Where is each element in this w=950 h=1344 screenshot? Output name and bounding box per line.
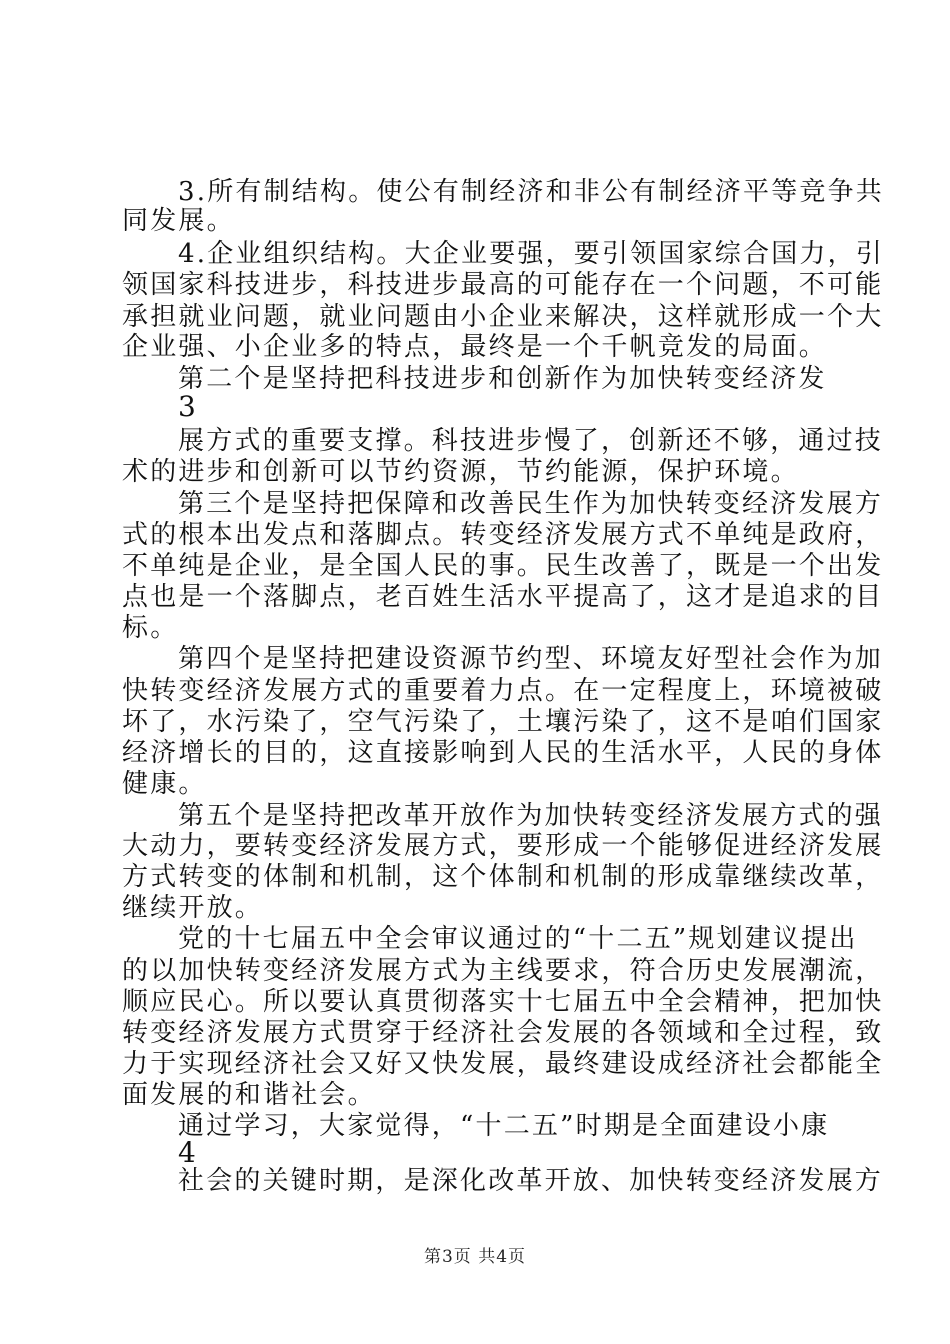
text-line: 的以加快转变经济发展方式为主线要求，符合历史发展潮流， (122, 956, 884, 986)
text-line: 转变经济发展方式贯穿于经济社会发展的各领域和全过程，致 (122, 1018, 884, 1048)
text-line: 第二个是坚持把科技进步和创新作为加快转变经济发 (178, 364, 827, 394)
text-line: 领国家科技进步，科技进步最高的可能存在一个问题，不可能 (122, 270, 884, 300)
page-marker: 4 (178, 1136, 196, 1169)
text-line: 承担就业问题，就业问题由小企业来解决，这样就形成一个大 (122, 302, 884, 332)
text-line: 快转变经济发展方式的重要着力点。在一定程度上，环境被破 (122, 676, 884, 706)
text-line: 第四个是坚持把建设资源节约型、环境友好型社会作为加 (178, 644, 884, 674)
text-line: 同发展。 (122, 206, 235, 236)
text-line: 坏了，水污染了，空气污染了，土壤污染了，这不是咱们国家 (122, 707, 884, 737)
text-line: 企业强、小企业多的特点，最终是一个千帆竞发的局面。 (122, 332, 828, 362)
text-line: 力于实现经济社会又好又快发展，最终建设成经济社会都能全 (122, 1049, 884, 1079)
text-line: 面发展的和谐社会。 (122, 1080, 376, 1110)
text-line: 术的进步和创新可以节约资源，节约能源，保护环境。 (122, 457, 799, 487)
text-line: 社会的关键时期，是深化改革开放、加快转变经济发展方 (178, 1166, 884, 1196)
text-line: 方式转变的体制和机制，这个体制和机制的形成靠继续改革， (122, 862, 884, 892)
text-line: 4.企业组织结构。大企业要强，要引领国家综合国力，引 (178, 239, 885, 269)
text-line: 健康。 (122, 769, 207, 799)
text-line: 继续开放。 (122, 893, 264, 923)
page-footer: 第3页 共4页 (423, 1247, 527, 1267)
text-line: 通过学习，大家觉得，“十二五”时期是全面建设小康 (178, 1111, 830, 1141)
text-line: 党的十七届五中全会审议通过的“十二五”规划建议提出 (178, 924, 858, 954)
text-line: 点也是一个落脚点，老百姓生活水平提高了，这才是追求的目 (122, 582, 884, 612)
text-line: 标。 (122, 613, 179, 643)
text-line: 式的根本出发点和落脚点。转变经济发展方式不单纯是政府， (122, 520, 884, 550)
text-line: 大动力，要转变经济发展方式，要形成一个能够促进经济发展 (122, 831, 884, 861)
text-line: 第三个是坚持把保障和改善民生作为加快转变经济发展方 (178, 489, 884, 519)
page-marker: 3 (178, 390, 196, 423)
text-line: 展方式的重要支撑。科技进步慢了，创新还不够，通过技 (178, 426, 884, 456)
text-line: 3.所有制结构。使公有制经济和非公有制经济平等竞争共 (178, 177, 885, 207)
text-line: 不单纯是企业，是全国人民的事。民生改善了，既是一个出发 (122, 551, 884, 581)
text-line: 顺应民心。所以要认真贯彻落实十七届五中全会精神，把加快 (122, 987, 884, 1017)
text-line: 经济增长的目的，这直接影响到人民的生活水平，人民的身体 (122, 738, 884, 768)
text-line: 第五个是坚持把改革开放作为加快转变经济发展方式的强 (178, 801, 884, 831)
